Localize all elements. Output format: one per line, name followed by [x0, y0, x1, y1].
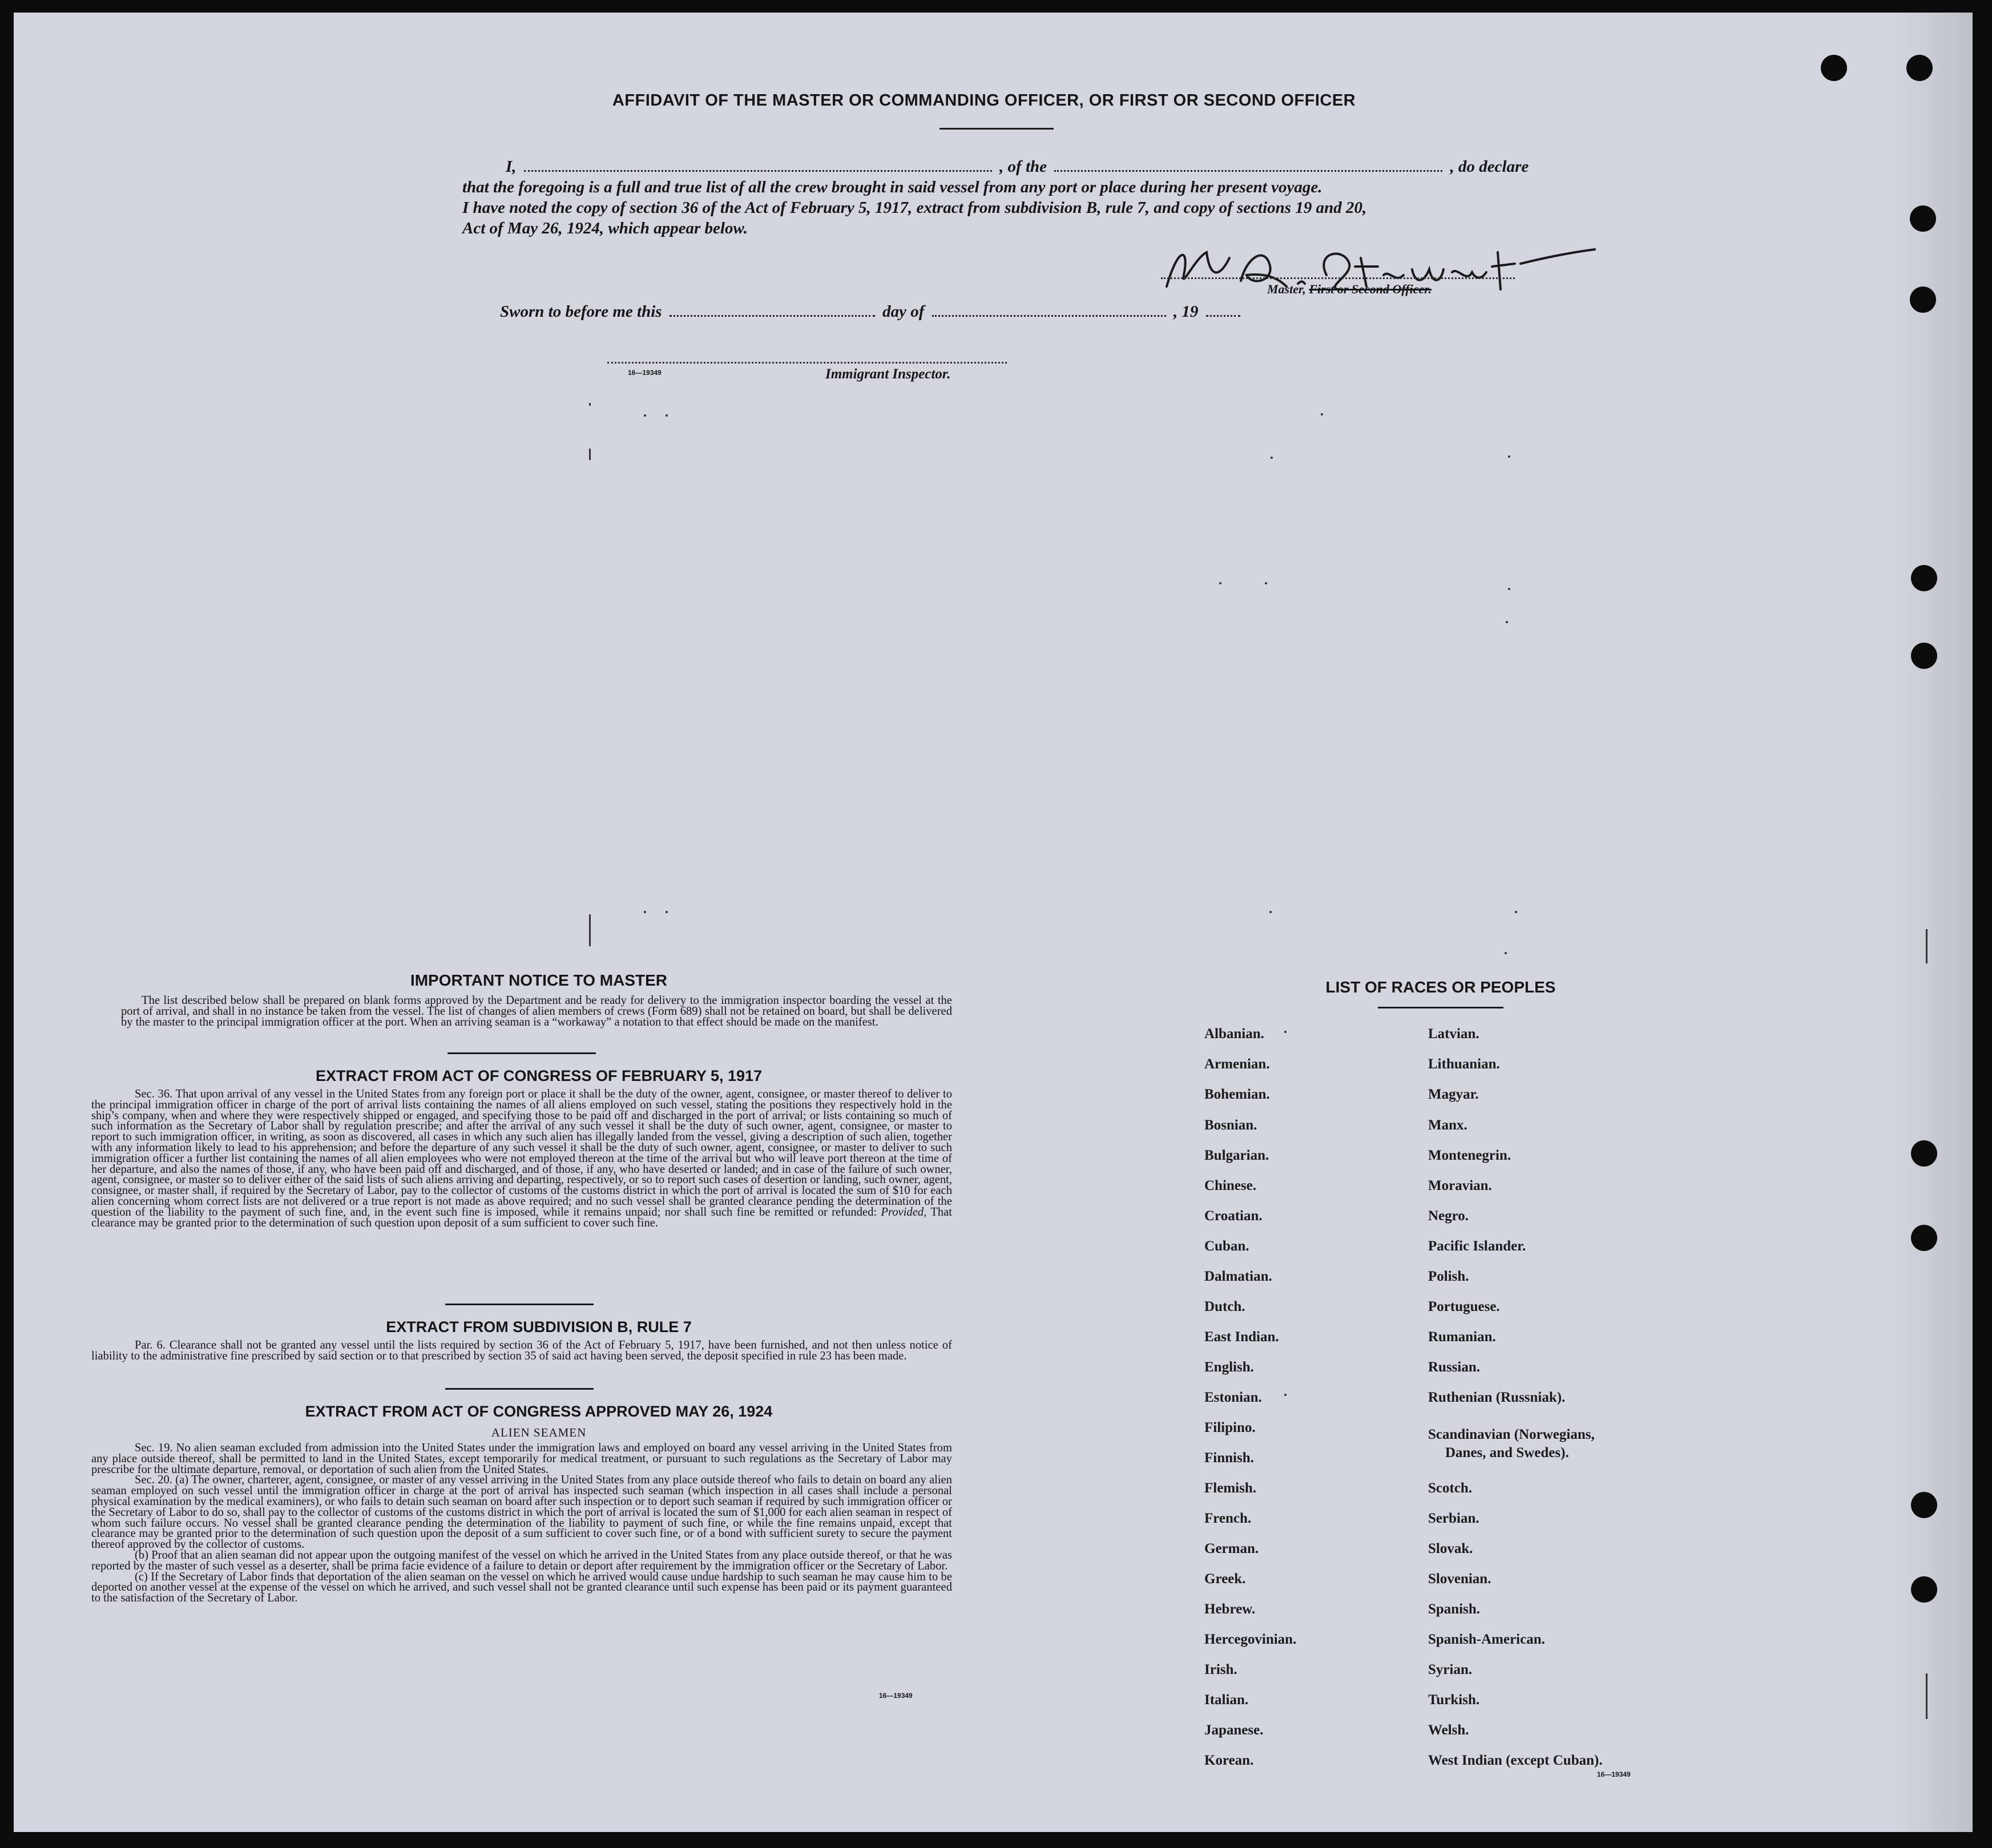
race-item: Danes, and Swedes). [1445, 1445, 1569, 1460]
races-form-number: 16—19349 [1597, 1770, 1631, 1778]
race-item: Magyar. [1428, 1087, 1479, 1102]
sworn-month-field[interactable] [932, 315, 1166, 317]
signature-dotted-line [1161, 277, 1515, 279]
race-item: Bosnian. [1204, 1117, 1257, 1133]
binder-hole [1911, 1576, 1937, 1603]
sec20c-text: (c) If the Secretary of Labor finds that deportation of the alien seaman on the vessel on which he arrived would cause undue hardship to such seaman he may cause him to be deported on another vessel at the expense of the vessel on which he arrived, and such vessel shall not be granted clearance until such expense has been paid or its payment guaranteed to the satisfaction of the Secretary of Labor. [91, 1570, 952, 1605]
sec36-proviso: That clearance may be granted prior to the determination of such question upon deposit of a sum sufficient to cover such fine. [91, 1205, 952, 1229]
race-item: Spanish. [1428, 1601, 1481, 1617]
race-item: Estonian. [1204, 1390, 1262, 1405]
extract-1917-title: EXTRACT FROM ACT OF CONGRESS OF FEBRUARY 5, 1917 [315, 1067, 763, 1084]
master-name-field[interactable] [524, 170, 992, 172]
document-page [14, 13, 1973, 1832]
race-item: Russian. [1428, 1359, 1481, 1375]
race-item: Lithuanian. [1428, 1056, 1500, 1072]
binder-hole [1911, 1140, 1937, 1167]
race-item: East Indian. [1204, 1329, 1279, 1345]
extract-1924-body [91, 1443, 952, 1604]
scan-mark [1926, 929, 1928, 963]
scan-mark [589, 403, 591, 406]
race-item: Bohemian. [1204, 1087, 1270, 1102]
left-form-number: 16—19349 [879, 1692, 913, 1700]
master-label: Master, [1267, 282, 1306, 296]
race-item: Ruthenian (Russniak). [1428, 1390, 1566, 1405]
binder-hole [1906, 55, 1933, 81]
binder-hole [1910, 287, 1936, 313]
scan-mark [589, 449, 591, 460]
race-item: Cuban. [1204, 1238, 1249, 1254]
notice-title: IMPORTANT NOTICE TO MASTER [410, 971, 668, 989]
race-item: Latvian. [1428, 1026, 1479, 1042]
race-item: Portuguese. [1428, 1299, 1500, 1314]
race-item: Manx. [1428, 1117, 1467, 1133]
extract-rule7-title: EXTRACT FROM SUBDIVISION B, RULE 7 [386, 1318, 692, 1335]
race-item: Dutch. [1204, 1299, 1245, 1314]
race-item: Syrian. [1428, 1662, 1473, 1677]
rule7-text: Par. 6. Clearance shall not be granted any vessel until the lists required by section 36 of the Act of February 5, 1917, have been furnished, and not then unless notice of liability to the administrative fine prescribed by said section or to that prescribed by section 35 of said act having been served, the deposit specified in rule 23 has been made. [91, 1339, 952, 1362]
page-edge-shadow [1893, 13, 1973, 1832]
sec19-text: Sec. 19. No alien seaman excluded from admission into the United States under the immigration laws and employed on board any vessel arriving in the United States from any place outside thereof, shall be permitted to land in the United States, except temporarily for medical treatment, or pursuant to such regulations as the Secretary of Labor may prescribe for the ultimate departure, removal, or deportation of such alien from the United States. [91, 1442, 952, 1476]
day-of-word: day of [882, 302, 925, 321]
scan-mark [589, 914, 591, 946]
race-item: Chinese. [1204, 1178, 1256, 1193]
of-the-word: , of the [999, 158, 1047, 176]
race-item: Montenegrin. [1428, 1148, 1511, 1163]
scan-mark [1926, 1673, 1928, 1719]
extract-1917-body [91, 1089, 952, 1228]
race-item: Albanian. [1204, 1026, 1264, 1042]
inspector-label: Immigrant Inspector. [825, 366, 951, 382]
struck-officer-label: First or Second Officer. [1309, 282, 1432, 296]
race-item: Irish. [1204, 1662, 1237, 1677]
inspector-signature-line [607, 362, 1007, 364]
declaration-line-1 [506, 158, 1619, 176]
race-item: Bulgarian. [1204, 1148, 1269, 1163]
races-title: LIST OF RACES OR PEOPLES [1325, 978, 1556, 996]
notice-body [121, 995, 952, 1027]
sec20a-text: Sec. 20. (a) The owner, charterer, agent, consignee, or master of any vessel arriving in the United States from any place outside thereof who fails to detain on board any alien seaman employed on such vessel until the immigration officer in charge at the port of arrival has inspected such seaman (which inspection in all cases shall include a personal physical examination by the medical examiners), or who fails to detain such seaman on board after such inspection or to deport such seaman if required by such immigration officer or the Secretary of Labor to do so, shall pay to the collector of customs of the customs district in which the port of arrival is located the sum of $1,000 for each alien seaman in respect of whom such failure occurs. No vessel shall be granted clearance pending the determination of the liability to payment of such fine, or while the fine remains unpaid, except that clearance may be granted prior to the determination of such question upon the deposit of a sum sufficient to cover such fine, or of a bond with sufficient surety to secure the payment thereof approved by the collector of customs. [91, 1474, 952, 1551]
race-item: Slovenian. [1428, 1571, 1491, 1587]
race-item: French. [1204, 1511, 1252, 1526]
title-underline [939, 128, 1054, 130]
race-item: Slovak. [1428, 1541, 1473, 1556]
section-divider [445, 1388, 594, 1390]
race-item: Hebrew. [1204, 1601, 1256, 1617]
race-item: Serbian. [1428, 1511, 1479, 1526]
race-item: Negro. [1428, 1208, 1469, 1224]
vessel-name-field[interactable] [1054, 170, 1442, 172]
race-item: Spanish-American. [1428, 1632, 1545, 1647]
provided-word: Provided, [881, 1205, 927, 1218]
race-item: Polish. [1428, 1269, 1469, 1284]
sec20b-text: (b) Proof that an alien seaman did not appear upon the outgoing manifest of the vessel on which he arrived in the United States from any place outside thereof, or that he was reported by the master of such vessel as a deserter, shall be prima facie evidence of a failure to detain or deport after requirement by the immigration officer or the Secretary of Labor. [91, 1548, 952, 1572]
sworn-day-field[interactable] [670, 315, 875, 317]
race-item: German. [1204, 1541, 1259, 1556]
binder-hole [1910, 205, 1936, 232]
race-item: Welsh. [1428, 1722, 1469, 1738]
declaration-line-4: Act of May 26, 1924, which appear below. [462, 219, 748, 237]
race-item: Pacific Islander. [1428, 1238, 1526, 1254]
declaration-line-3: I have noted the copy of section 36 of the Act of February 5, 1917, extract from subdivision B, rule 7, and copy of sections 19 and 20, [462, 199, 1367, 217]
extract-1924-title: EXTRACT FROM ACT OF CONGRESS APPROVED MAY 26, 1924 [305, 1403, 773, 1420]
races-title-underline [1378, 1007, 1503, 1008]
signer-title [1267, 282, 1432, 297]
race-item: Japanese. [1204, 1722, 1264, 1738]
race-item: Turkish. [1428, 1692, 1480, 1708]
year-prefix: , 19 [1173, 302, 1199, 321]
affidavit-form-number: 16—19349 [628, 369, 662, 377]
section-divider [445, 1304, 594, 1305]
race-item: Hercegovinian. [1204, 1632, 1297, 1647]
race-item: Finnish. [1204, 1450, 1254, 1466]
race-item: Korean. [1204, 1753, 1254, 1768]
sworn-line [500, 302, 1244, 321]
binder-hole [1911, 1492, 1937, 1518]
alien-seamen-heading: ALIEN SEAMEN [491, 1426, 587, 1439]
sworn-year-field[interactable] [1206, 315, 1240, 317]
race-item: Moravian. [1428, 1178, 1492, 1193]
i-word: I, [506, 158, 517, 176]
race-item: Italian. [1204, 1692, 1249, 1708]
race-item: Greek. [1204, 1571, 1246, 1587]
do-declare-word: , do declare [1450, 158, 1529, 176]
race-item: Scandinavian (Norwegians, [1428, 1427, 1595, 1442]
section-divider [447, 1052, 596, 1054]
race-item: Armenian. [1204, 1056, 1270, 1072]
notice-text: The list described below shall be prepared on blank forms approved by the Department and be ready for delivery to the immigration inspector boarding the vessel at the port of arrival, and shall in no instance be taken from the vessel. The list of changes of alien members of crews (Form 689) shall not be retained on board, but shall be delivered by the master to the principal immigration officer at the port. When an arriving seaman is a “workaway” a notation to that effect should be made on the manifest. [121, 994, 952, 1028]
race-item: Rumanian. [1428, 1329, 1496, 1345]
declaration-line-2: that the foregoing is a full and true list of all the crew brought in said vessel from any port or place during her present voyage. [462, 178, 1322, 196]
race-item: Croatian. [1204, 1208, 1263, 1224]
race-item: Dalmatian. [1204, 1269, 1272, 1284]
extract-rule7-body [91, 1340, 952, 1362]
race-item: Filipino. [1204, 1420, 1256, 1435]
race-item: English. [1204, 1359, 1254, 1375]
race-item: Flemish. [1204, 1480, 1256, 1496]
binder-hole [1911, 1225, 1937, 1251]
sec36-text: Sec. 36. That upon arrival of any vessel in the United States from any foreign port or place it shall be the duty of the owner, agent, consignee, or master thereof to deliver to the principal immigration officer in charge of the port of arrival lists containing the names of all aliens employed on such vessel, stating the positions they respectively hold in the ship’s company, when and where they were respectively shipped or engaged, and specifying those to be paid off and discharged in the port of arrival; or lists containing so much of such information as the Secretary of Labor shall by regulation prescribe; and after the arrival of any such vessel it shall be the duty of such owner, agent, consignee, or master to report to such immigration officer, in writing, as soon as discovered, all cases in which any such alien has illegally landed from the vessel, giving a description of such alien, together with any information likely to lead to his apprehension; and before the departure of any such vessel it shall be the duty of such owner, agent, consignee, or master to deliver to such immigration officer a further list containing the names of all alien employees who were not employed thereon at the time of the arrival but who will leave port thereon at the time of her departure, and also the names of those, if any, who have been paid off and discharged, and of those, if any, who have deserted or landed; and in case of the failure of such owner, agent, consignee, or master so to deliver either of the said lists of such aliens arriving and departing, respectively, or so to report such cases of desertion or landing, such owner, agent, consignee, or master shall, if required by the Secretary of Labor, pay to the collector of customs of the customs district in which the port of arrival is located the sum of $10 for each alien concerning whom correct lists are not delivered or a true report is not made as above required; and no such vessel shall be granted clearance pending the determination of the question of the liability to the payment of such fine, and, in the event such fine is imposed, while it remains unpaid; nor shall such fine be remitted or refunded: [91, 1088, 952, 1218]
binder-hole [1821, 55, 1847, 81]
sworn-prefix: Sworn to before me this [500, 302, 662, 321]
binder-hole [1911, 643, 1937, 669]
race-item: West Indian (except Cuban). [1428, 1753, 1603, 1768]
binder-hole [1911, 565, 1937, 591]
race-item: Scotch. [1428, 1480, 1473, 1496]
affidavit-title: AFFIDAVIT OF THE MASTER OR COMMANDING OFFICER, OR FIRST OR SECOND OFFICER [612, 91, 1356, 110]
